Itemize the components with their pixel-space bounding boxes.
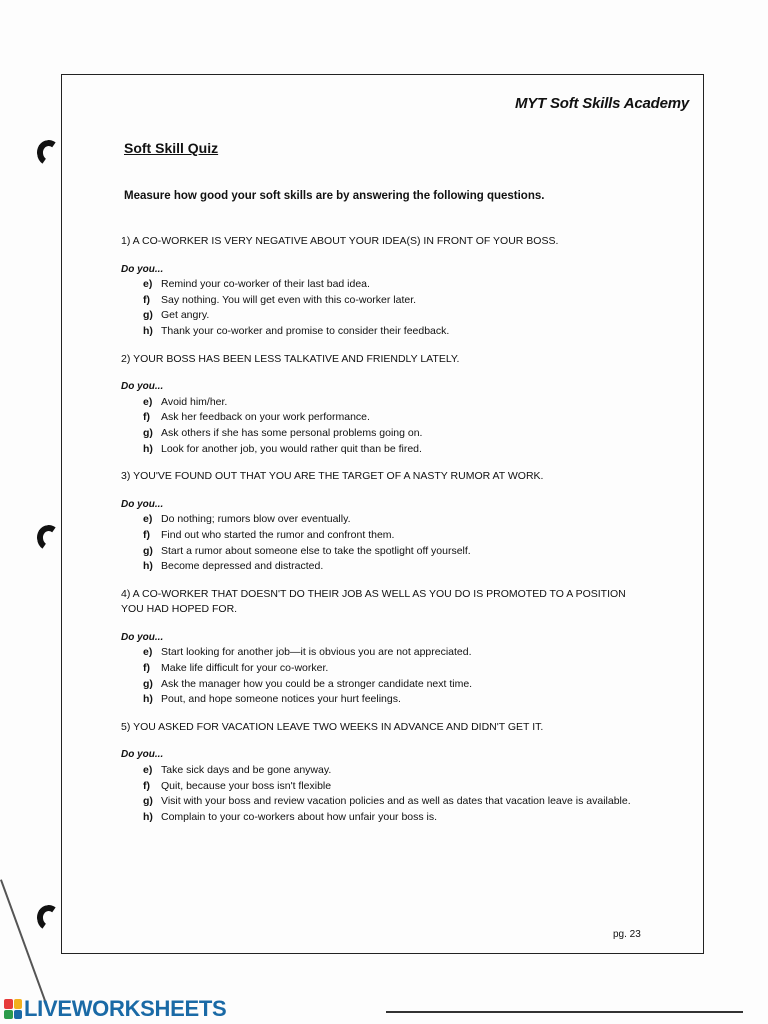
answer-option[interactable] — [143, 512, 651, 528]
question-prompt: Do you... — [121, 749, 164, 761]
question-prompt: Do you... — [121, 631, 164, 643]
option-text: Become depressed and distracted. — [161, 560, 324, 573]
question-prompt: Do you... — [121, 263, 164, 275]
liveworksheets-icon — [4, 999, 22, 1019]
option-letter: g) — [143, 426, 153, 439]
answer-option[interactable] — [143, 692, 651, 708]
question-block — [121, 469, 651, 575]
option-text: Make life difficult for your co-worker. — [161, 662, 329, 675]
option-text: Start a rumor about someone else to take the spotlight off yourself. — [161, 544, 471, 557]
option-text: Take sick days and be gone anyway. — [161, 764, 332, 777]
question-text: 3) YOU'VE FOUND OUT THAT YOU ARE THE TARGET OF A NASTY RUMOR AT WORK. — [121, 470, 544, 483]
answer-option[interactable] — [143, 426, 651, 442]
option-letter: h) — [143, 810, 153, 823]
question-block — [121, 234, 651, 340]
option-text: Look for another job, you would rather quit than be fired. — [161, 442, 422, 455]
brand-label: LIVEWORKSHEETS — [24, 996, 227, 1021]
answer-option[interactable] — [143, 410, 651, 426]
binder-ring-icon — [35, 138, 63, 168]
question-block — [121, 720, 651, 826]
answer-option[interactable] — [143, 293, 651, 309]
answer-option[interactable] — [143, 442, 651, 458]
answer-option[interactable] — [143, 677, 651, 693]
option-text: Visit with your boss and review vacation policies and as well as dates that vacation leave is available. — [161, 795, 631, 808]
option-letter: e) — [143, 395, 153, 408]
option-text: Ask her feedback on your work performance. — [161, 411, 370, 424]
option-text: Complain to your co-workers about how unfair your boss is. — [161, 810, 438, 823]
option-text: Pout, and hope someone notices your hurt feelings. — [161, 693, 401, 706]
answer-option[interactable] — [143, 544, 651, 560]
academy-name: MYT Soft Skills Academy — [514, 95, 689, 112]
option-text: Avoid him/her. — [161, 395, 228, 408]
answer-option[interactable] — [143, 645, 651, 661]
question-text: 1) A CO-WORKER IS VERY NEGATIVE ABOUT YOUR IDEA(S) IN FRONT OF YOUR BOSS. — [121, 235, 559, 247]
answer-options — [121, 395, 651, 457]
answer-option[interactable] — [143, 794, 651, 810]
answer-option[interactable] — [143, 277, 651, 293]
question-prompt: Do you... — [121, 498, 164, 510]
option-text: Quit, because your boss isn't flexible — [161, 779, 332, 792]
page-number: pg. 23 — [613, 929, 641, 940]
binder-ring-icon — [35, 523, 63, 553]
option-text: Ask others if she has some personal problems going on. — [161, 426, 423, 439]
option-letter: e) — [143, 646, 153, 659]
answer-option[interactable] — [143, 779, 651, 795]
question-prompt: Do you... — [121, 381, 164, 393]
question-text: 2) YOUR BOSS HAS BEEN LESS TALKATIVE AND FRIENDLY LATELY. — [121, 352, 460, 365]
option-letter: f) — [143, 411, 150, 424]
option-letter: h) — [143, 324, 153, 337]
option-letter: f) — [143, 528, 150, 541]
option-text: Start looking for another job—it is obvious you are not appreciated. — [161, 646, 472, 659]
option-letter: e) — [143, 513, 153, 526]
answer-options — [121, 645, 651, 707]
option-letter: h) — [143, 560, 153, 573]
liveworksheets-logo[interactable] — [4, 996, 226, 1022]
answer-option[interactable] — [143, 661, 651, 677]
answer-option[interactable] — [143, 395, 651, 411]
option-letter: g) — [143, 677, 153, 690]
option-text: Do nothing; rumors blow over eventually. — [161, 513, 351, 526]
answer-option[interactable] — [143, 324, 651, 340]
question-text: 4) A CO-WORKER THAT DOESN'T DO THEIR JOB AS WELL AS YOU DO IS PROMOTED TO A POSITION YOU HAD HOPED FOR. — [121, 587, 626, 616]
option-letter: e) — [143, 278, 153, 291]
answer-option[interactable] — [143, 528, 651, 544]
question-text: 5) YOU ASKED FOR VACATION LEAVE TWO WEEKS IN ADVANCE AND DIDN'T GET IT. — [121, 720, 544, 733]
option-text: Get angry. — [161, 309, 210, 322]
answer-options — [121, 763, 651, 825]
intro-text: Measure how good your soft skills are by answering the following questions. — [124, 190, 545, 202]
question-block — [121, 352, 651, 458]
question-block — [121, 587, 651, 708]
option-text: Thank your co-worker and promise to consider their feedback. — [161, 324, 450, 337]
answer-option[interactable] — [143, 559, 651, 575]
option-text: Remind your co-worker of their last bad idea. — [161, 278, 370, 291]
answer-options — [121, 277, 651, 339]
answer-option[interactable] — [143, 810, 651, 826]
option-letter: e) — [143, 764, 153, 777]
answer-option[interactable] — [143, 763, 651, 779]
option-text: Say nothing. You will get even with this co-worker later. — [161, 293, 417, 306]
option-letter: g) — [143, 544, 153, 557]
option-letter: f) — [143, 662, 150, 675]
option-letter: h) — [143, 442, 153, 455]
option-letter: f) — [143, 293, 150, 306]
questions-list — [121, 234, 651, 837]
option-letter: h) — [143, 693, 153, 706]
page-title: Soft Skill Quiz — [124, 140, 219, 156]
answer-option[interactable] — [143, 308, 651, 324]
binder-ring-icon — [35, 903, 63, 933]
option-letter: g) — [143, 795, 153, 808]
scan-edge-line — [0, 879, 50, 1011]
option-text: Ask the manager how you could be a stronger candidate next time. — [161, 677, 473, 690]
bottom-rule — [386, 1011, 743, 1013]
option-text: Find out who started the rumor and confront them. — [161, 528, 395, 541]
option-letter: g) — [143, 309, 153, 322]
option-letter: f) — [143, 779, 150, 792]
answer-options — [121, 512, 651, 574]
